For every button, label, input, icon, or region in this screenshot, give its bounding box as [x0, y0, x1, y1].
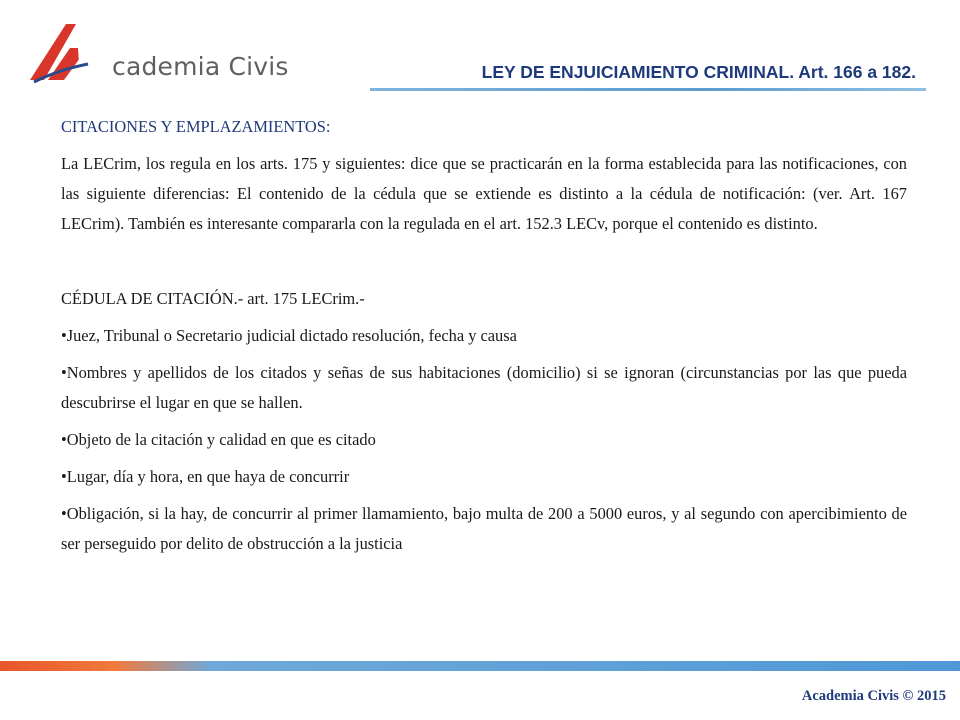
bullet-item: •Nombres y apellidos de los citados y señas de sus habitaciones (domicilio) si se ignoran (circunstancias por las que pueda descubrirse el lugar en que se hallen. — [61, 363, 907, 412]
cedula-title: CÉDULA DE CITACIÓN.- art. 175 LECrim.- — [61, 289, 365, 308]
bullet-item: •Objeto de la citación y calidad en que es citado — [61, 430, 376, 449]
intro-paragraph: La LECrim, los regula en los arts. 175 y siguientes: dice que se practicarán en la forma establecida para las notificaciones, con las siguiente diferencias: El contenido de la cédula que se extiende es distinto a la cédula de notificación: (ver. Art. 167 LECrim). También es interesante compararla con la regulada en el art. 152.3 LECv, porque el contenido es distinto. — [61, 154, 907, 233]
footer-copyright: Academia Civis © 2015 — [801, 688, 946, 704]
academia-civis-logo — [28, 20, 289, 86]
spacer — [61, 246, 907, 284]
section-title: CITACIONES Y EMPLAZAMIENTOS: — [61, 117, 331, 136]
bullet-item: •Lugar, día y hora, en que haya de concurrir — [61, 467, 350, 486]
slide-content — [61, 112, 907, 566]
bullet-item: •Obligación, si la hay, de concurrir al primer llamamiento, bajo multa de 200 a 5000 euros, y al segundo con apercibimiento de ser perseguido por delito de obstrucción a la justicia — [61, 504, 907, 553]
header-divider — [370, 88, 926, 91]
page-title: LEY DE ENJUICIAMIENTO CRIMINAL. Art. 166 a 182. — [481, 62, 916, 82]
footer-bar — [0, 661, 960, 671]
logo-text: cademia Civis — [112, 52, 289, 81]
bullet-item: •Juez, Tribunal o Secretario judicial dictado resolución, fecha y causa — [61, 326, 517, 345]
